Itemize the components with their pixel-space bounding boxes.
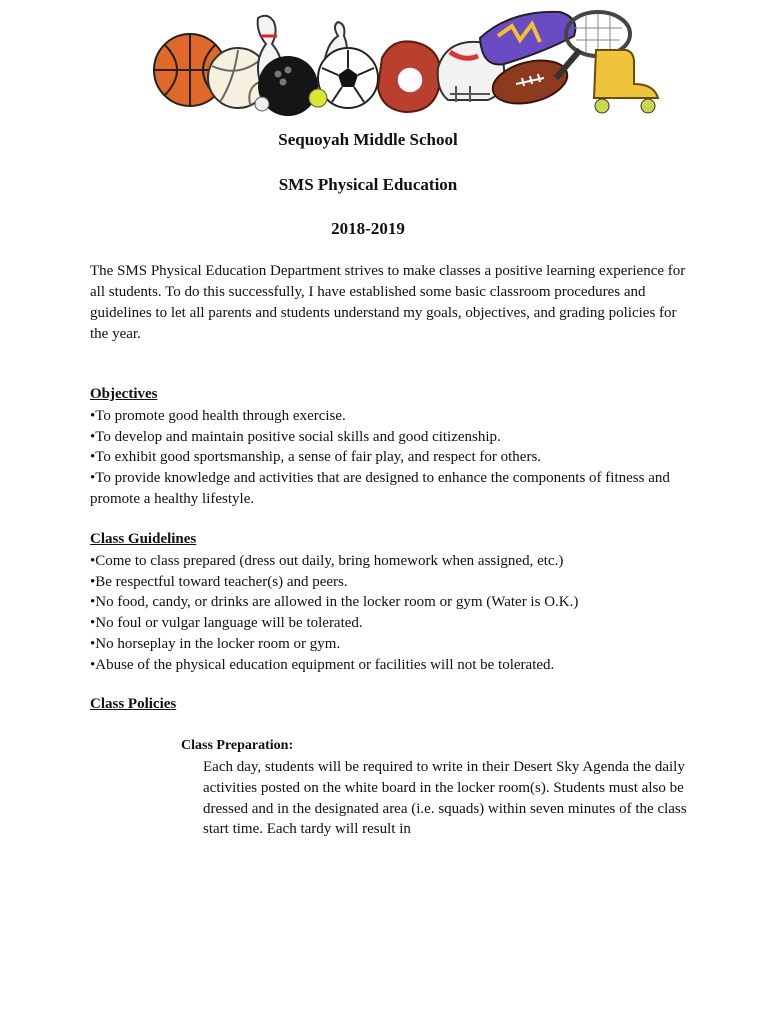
skateboard-icon bbox=[480, 12, 575, 65]
objectives-heading: Objectives bbox=[90, 386, 158, 402]
list-item: •To promote good health through exercise. bbox=[90, 408, 346, 424]
list-item: •No horseplay in the locker room or gym. bbox=[90, 635, 341, 652]
intro-paragraph: The SMS Physical Education Department strives to make classes a positive learning experience for all students. To do this successfully, I have established some basic classroom procedures and guidelines to let all parents and students understand my goals, objectives, and grading policies for the year. bbox=[90, 263, 686, 342]
list-item: •Be respectful toward teacher(s) and peers. bbox=[90, 573, 348, 590]
list-item: •Abuse of the physical education equipment or facilities will not be tolerated. bbox=[90, 656, 555, 673]
list-item: •To develop and maintain positive social skills and good citizenship. bbox=[90, 428, 501, 445]
list-item: •No food, candy, or drinks are allowed in the locker room or gym (Water is O.K.) bbox=[90, 594, 579, 611]
sports-balls-banner-icon bbox=[150, 8, 662, 120]
school-name: Sequoyah Middle School bbox=[278, 130, 458, 149]
guidelines-list bbox=[90, 551, 690, 675]
department-title: SMS Physical Education bbox=[278, 175, 458, 194]
class-preparation-text: Each day, students will be required to write in their Desert Sky Agenda the daily activities posted on the white board in the locker room(s). Students must also be dressed and in the designated area (i.e. squads) within seven minutes of the class start time. Each tardy will result in bbox=[203, 759, 687, 838]
school-year: 2018-2019 bbox=[331, 219, 405, 238]
policies-heading: Class Policies bbox=[90, 696, 177, 712]
list-item: •Come to class prepared (dress out daily, bring homework when assigned, etc.) bbox=[90, 553, 564, 569]
objectives-list bbox=[90, 406, 690, 510]
list-item: •No foul or vulgar language will be tolerated. bbox=[90, 615, 363, 632]
class-preparation-heading: Class Preparation: bbox=[181, 738, 294, 753]
guidelines-heading: Class Guidelines bbox=[90, 531, 197, 547]
roller-skate-icon bbox=[594, 50, 658, 113]
list-item: •To provide knowledge and activities that are designed to enhance the components of fitness and promote a healthy lifestyle. bbox=[90, 470, 670, 507]
list-item: •To exhibit good sportsmanship, a sense of fair play, and respect for others. bbox=[90, 449, 542, 466]
baseball-glove-icon bbox=[378, 41, 440, 112]
